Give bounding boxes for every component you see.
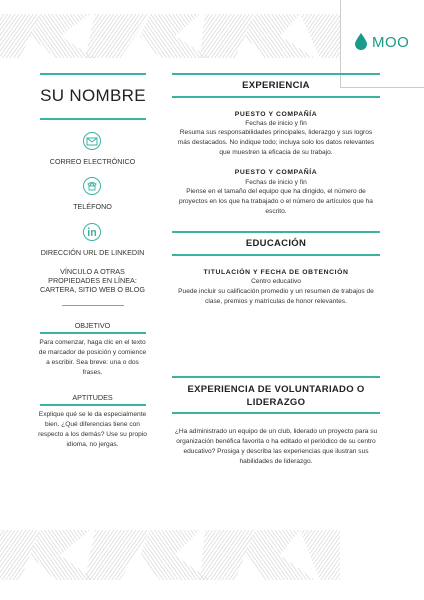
education-top-rule [172, 231, 380, 233]
logo-text: MOO [372, 34, 410, 51]
education-bottom-rule [172, 254, 380, 256]
email-label[interactable]: CORREO ELECTRÓNICO [49, 157, 136, 166]
job-title-1[interactable]: PUESTO Y COMPAÑÍA [234, 111, 318, 118]
objective-rule [40, 332, 146, 334]
linkedin-icon [83, 223, 101, 241]
phone-icon [83, 177, 101, 195]
education-school[interactable]: Centro educativo [251, 278, 301, 285]
phone-label[interactable]: TELÉFONO [73, 202, 112, 211]
job-dates-2[interactable]: Fechas de inicio y fin [245, 179, 307, 186]
links-text[interactable]: VÍNCULO A OTRAS PROPIEDADES EN LÍNEA: CARTERA, SITIO WEB O BLOG [40, 267, 145, 294]
sidebar-name-rule [40, 118, 146, 120]
experience-title: EXPERIENCIA [242, 80, 310, 91]
logo-box [340, 0, 424, 88]
volunteer-text[interactable]: ¿Ha administrado un equipo de un club, liderado un proyecto para su organización benéfica favorita o ha editado el periódico de su centro educativo? Prosiga y describa las experiencias que ilustran sus habilidades de liderazgo. [174, 428, 378, 465]
drop-icon [355, 33, 367, 50]
objective-text[interactable]: Para comenzar, haga clic en el texto de marcador de posición y comience a escribir. Sea breve: una o dos frases. [38, 339, 147, 376]
experience-bottom-rule [172, 96, 380, 98]
education-title: EDUCACIÓN [245, 238, 307, 249]
skills-text[interactable]: Explique qué se le da especialmente bien. ¿Qué diferencias tiene con respecto a los demás? Use su propio idioma, no jergas. [38, 411, 147, 448]
job-text-2[interactable]: Piense en el tamaño del equipo que ha dirigido, el número de proyectos en los que ha trabajado o el número de artículos que ha escrito. [179, 188, 373, 215]
job-text-1[interactable]: Resuma sus responsabilidades principales, liderazgo y sus logros más destacados. No indique todo; incluya solo los datos relevantes que muestren la eficacia de su trabajo. [177, 129, 375, 156]
education-degree[interactable]: TITULACIÓN Y FECHA DE OBTENCIÓN [203, 269, 349, 276]
applicant-name: SU NOMBRE [40, 86, 146, 105]
volunteer-bottom-rule [172, 412, 380, 414]
linkedin-label[interactable]: DIRECCIÓN URL DE LINKEDIN [40, 248, 145, 257]
volunteer-top-rule [172, 376, 380, 378]
education-text[interactable]: Puede incluir su calificación promedio y un resumen de trabajos de clase, premios y matrículas de honor relevantes. [178, 288, 374, 305]
footer-pattern [0, 530, 340, 580]
volunteer-title: EXPERIENCIA DE VOLUNTARIADO O LIDERAZGO [187, 384, 365, 408]
sidebar-divider [62, 305, 124, 306]
email-icon [83, 132, 101, 150]
sidebar-top-rule [40, 73, 146, 75]
skills-rule [40, 404, 146, 406]
header-pattern [0, 14, 340, 58]
skills-title: APTITUDES [72, 393, 113, 402]
job-title-2[interactable]: PUESTO Y COMPAÑÍA [234, 169, 318, 176]
experience-top-rule [172, 73, 380, 75]
job-dates-1[interactable]: Fechas de inicio y fin [245, 120, 307, 127]
objective-title: OBJETIVO [74, 321, 111, 330]
